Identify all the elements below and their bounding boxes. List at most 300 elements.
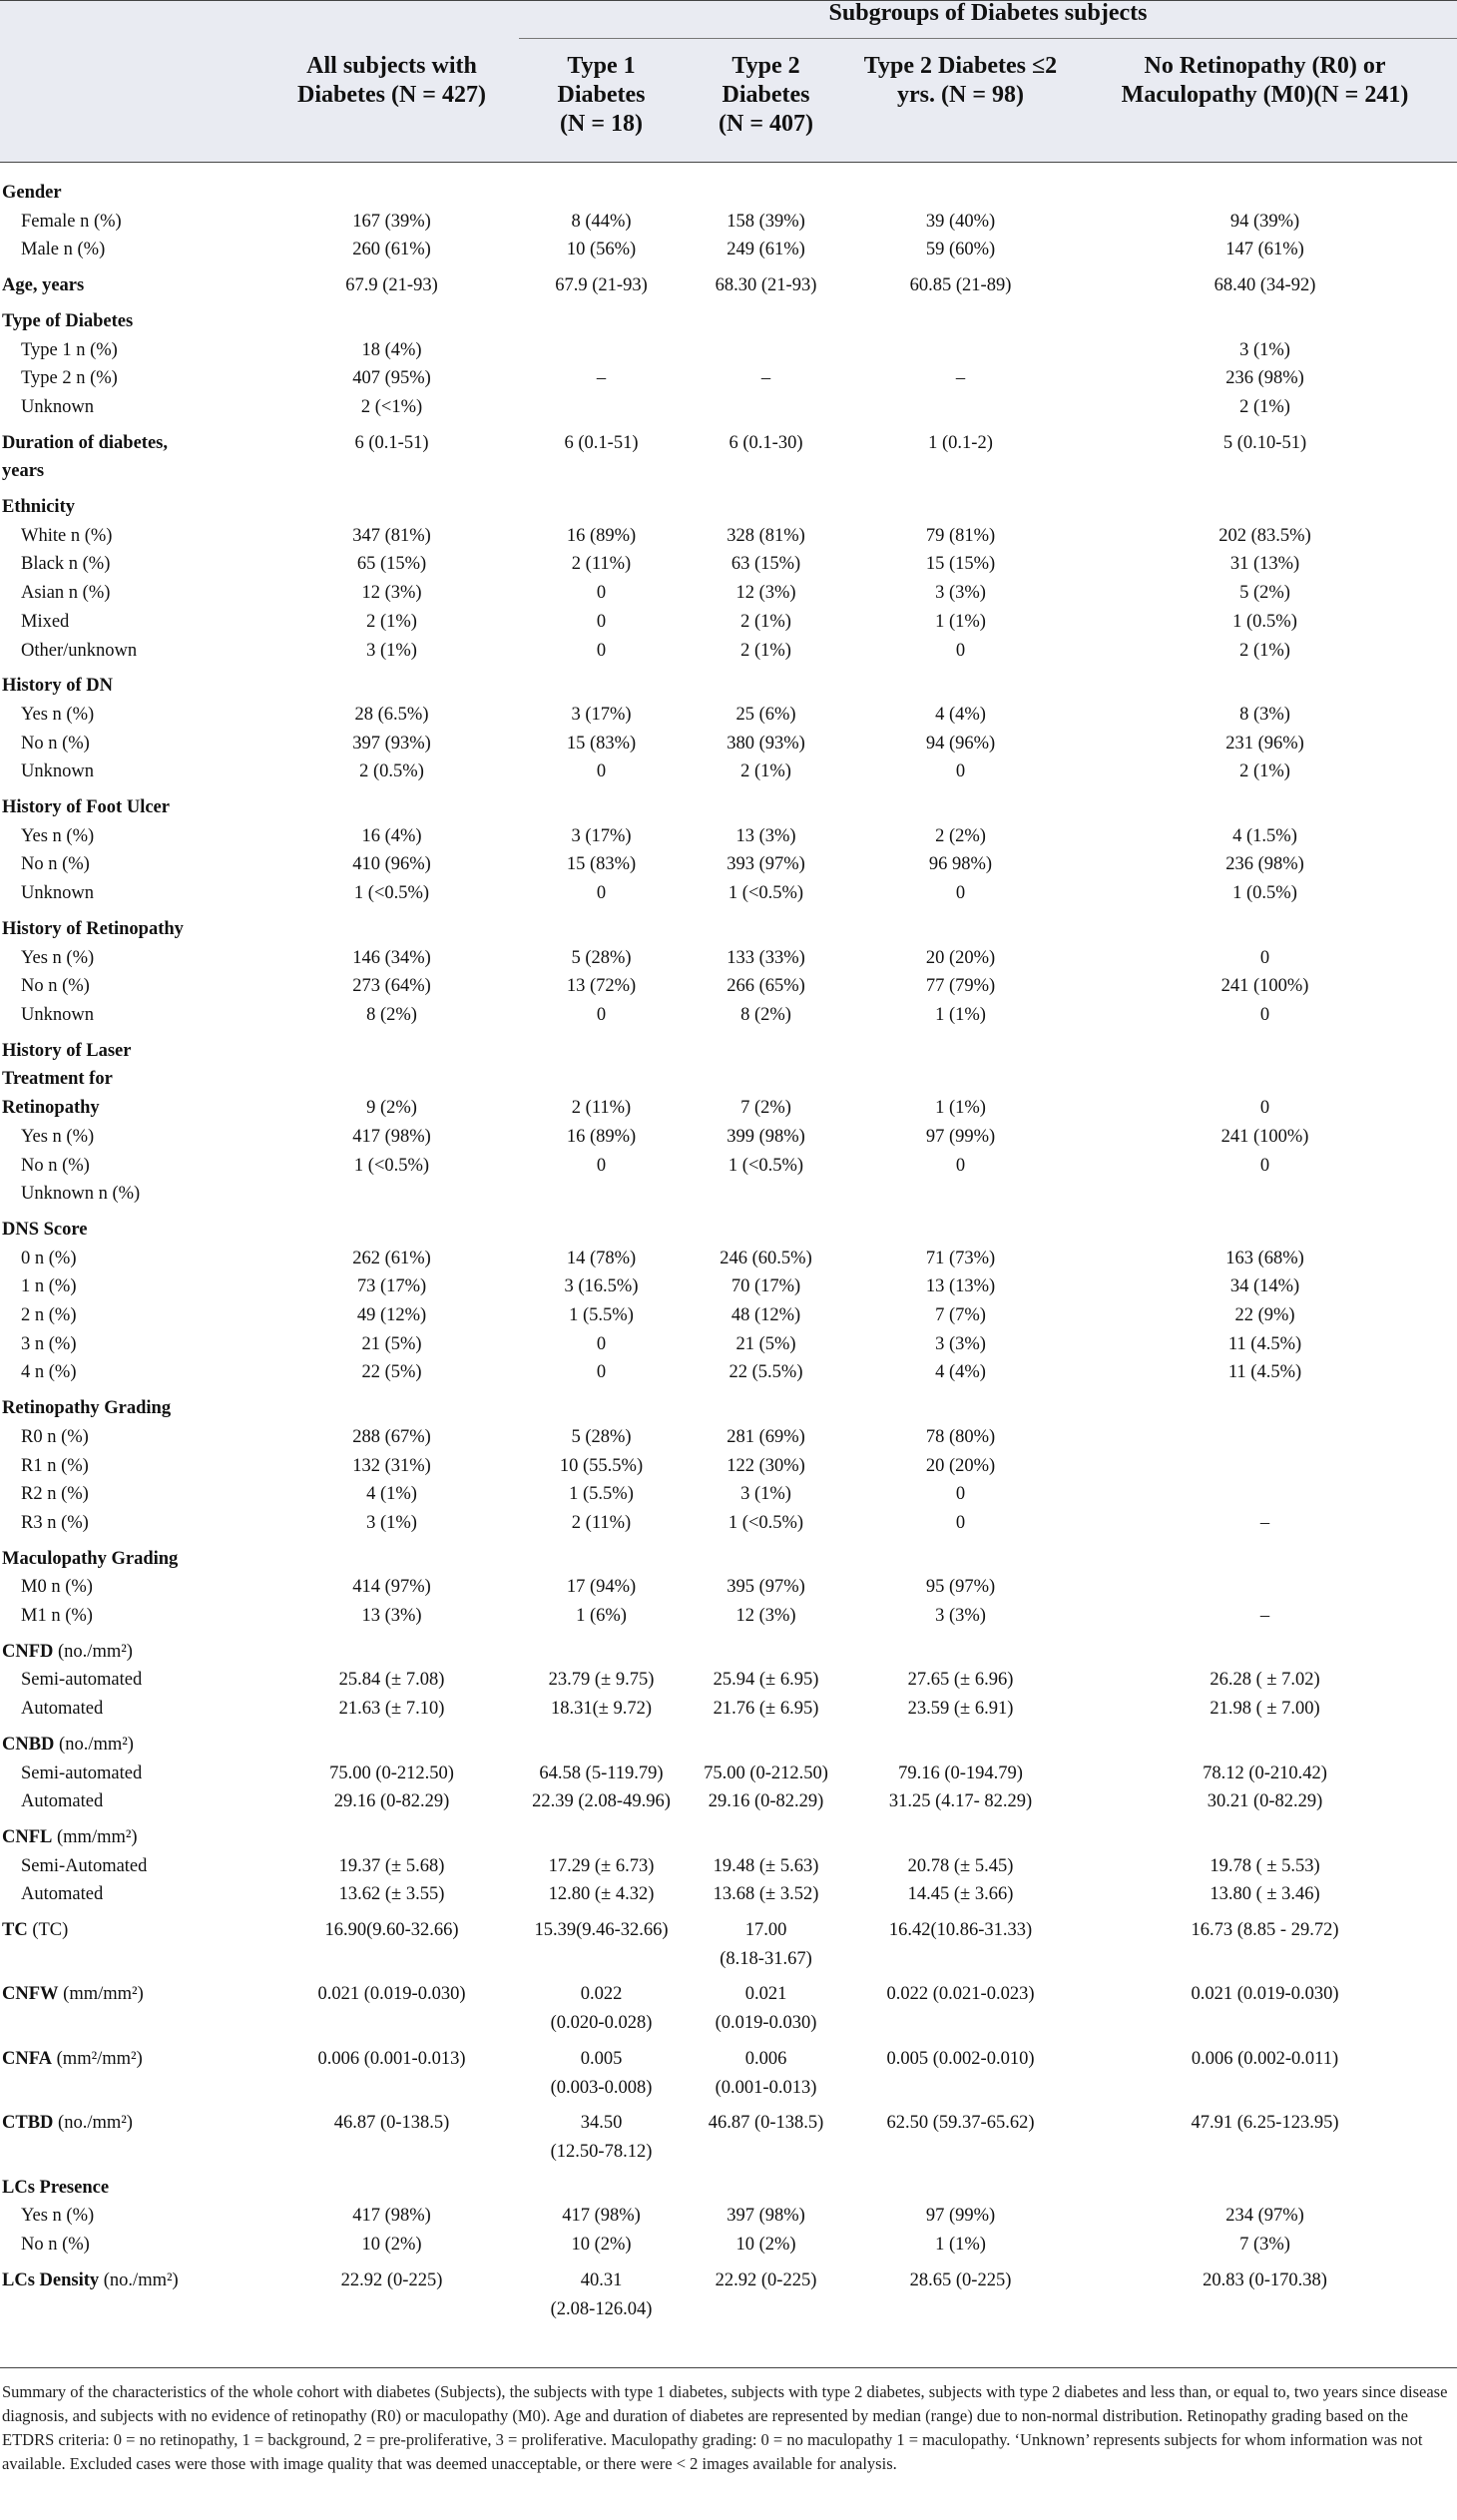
characteristics-table bbox=[0, 172, 1457, 2323]
table-cell: 63 (15%) bbox=[730, 554, 801, 575]
table-cell: 9 (2%) bbox=[366, 1098, 417, 1119]
table-bottom-rule bbox=[0, 2367, 1457, 2368]
table-cell: 4 (1%) bbox=[366, 1484, 417, 1505]
col-header-type1 bbox=[519, 52, 684, 139]
table-cell: 0.022 (0.021-0.023) bbox=[886, 1984, 1035, 2005]
row-label: History of DN bbox=[2, 676, 113, 697]
table-cell bbox=[684, 393, 848, 422]
table-cell: 78.12 (0-210.42) bbox=[1203, 1763, 1327, 1783]
table-cell bbox=[264, 1816, 519, 1852]
table-cell bbox=[848, 486, 1073, 522]
row-label: 1 n (%) bbox=[21, 1276, 77, 1297]
table-row bbox=[0, 1480, 1457, 1509]
col-header-line: Maculopathy (M0)(N = 241) bbox=[1121, 82, 1409, 108]
table-cell: 8 (44%) bbox=[571, 211, 632, 232]
table-row bbox=[0, 1001, 1457, 1030]
table-row bbox=[0, 1180, 1457, 1209]
table-cell: 16.73 (8.85 - 29.72) bbox=[1191, 1920, 1339, 1941]
table-cell bbox=[1073, 1387, 1457, 1423]
table-cell: 7 (2%) bbox=[740, 1098, 791, 1119]
table-row bbox=[0, 457, 1457, 486]
row-label: No n (%) bbox=[21, 2235, 90, 2256]
table-cell bbox=[1073, 908, 1457, 944]
table-cell bbox=[1073, 1945, 1457, 1974]
table-cell bbox=[519, 1180, 684, 1209]
table-cell bbox=[1073, 1423, 1457, 1452]
table-cell: 68.40 (34-92) bbox=[1214, 275, 1316, 296]
table-cell: (0.003-0.008) bbox=[550, 2077, 653, 2098]
table-cell: 75.00 (0-212.50) bbox=[329, 1763, 454, 1783]
table-cell: 0 bbox=[955, 1512, 966, 1533]
table-row bbox=[0, 822, 1457, 851]
row-label: Ethnicity bbox=[2, 497, 75, 518]
row-label bbox=[0, 1631, 264, 1667]
table-cell: 17.29 (± 6.73) bbox=[548, 1855, 655, 1876]
row-label bbox=[0, 2260, 264, 2295]
table-cell: 17.00 bbox=[744, 1920, 787, 1941]
table-cell bbox=[1073, 300, 1457, 336]
table-cell: 0.006 (0.001-0.013) bbox=[317, 2048, 466, 2069]
table-cell bbox=[848, 1065, 1073, 1094]
table-cell bbox=[848, 1538, 1073, 1574]
row-label bbox=[0, 2038, 264, 2074]
table-cell: 3 (17%) bbox=[571, 704, 632, 725]
table-cell: 395 (97%) bbox=[727, 1577, 805, 1598]
table-cell bbox=[684, 2295, 848, 2324]
table-cell: 12 (3%) bbox=[361, 583, 422, 604]
table-cell: 16.42(10.86-31.33) bbox=[888, 1920, 1033, 1941]
row-label: History of Retinopathy bbox=[2, 918, 184, 939]
table-cell bbox=[684, 336, 848, 365]
table-cell: 25.94 (± 6.95) bbox=[713, 1670, 819, 1691]
table-cell: 380 (93%) bbox=[727, 733, 805, 754]
table-row bbox=[0, 1209, 1457, 1245]
table-cell bbox=[1073, 1538, 1457, 1574]
table-cell bbox=[684, 1387, 848, 1423]
row-label: Automated bbox=[21, 1791, 104, 1812]
table-row bbox=[0, 1760, 1457, 1788]
table-cell: 67.9 (21-93) bbox=[345, 275, 438, 296]
table-cell: 77 (79%) bbox=[925, 976, 996, 997]
table-cell: (0.001-0.013) bbox=[715, 2077, 817, 2098]
table-cell: 94 (96%) bbox=[925, 733, 996, 754]
table-cell bbox=[684, 457, 848, 486]
table-row bbox=[0, 1423, 1457, 1452]
table-cell: 25.84 (± 7.08) bbox=[338, 1670, 445, 1691]
table-cell: 1 (6%) bbox=[576, 1606, 627, 1627]
table-cell: 5 (28%) bbox=[571, 1426, 632, 1447]
row-label: M1 n (%) bbox=[21, 1606, 93, 1627]
table-cell bbox=[519, 1816, 684, 1852]
table-row bbox=[0, 1358, 1457, 1387]
table-row bbox=[0, 1880, 1457, 1909]
table-cell: 13.62 (± 3.55) bbox=[338, 1884, 445, 1905]
table-cell: 3 (1%) bbox=[366, 640, 417, 661]
table-cell: 1 (<0.5%) bbox=[728, 883, 804, 904]
table-cell: 1 (5.5%) bbox=[569, 1484, 634, 1505]
table-row bbox=[0, 393, 1457, 422]
table-row bbox=[0, 1973, 1457, 2009]
table-cell: 0.021 bbox=[744, 1984, 787, 2005]
row-label: Female n (%) bbox=[21, 211, 122, 232]
table-cell: 13.68 (± 3.52) bbox=[713, 1884, 819, 1905]
table-cell: 1 (0.5%) bbox=[1232, 611, 1297, 632]
table-cell bbox=[848, 172, 1073, 208]
table-cell: 281 (69%) bbox=[727, 1426, 805, 1447]
table-cell: 8 (2%) bbox=[366, 1004, 417, 1025]
table-cell bbox=[848, 1030, 1073, 1066]
table-cell: 0 bbox=[1259, 947, 1270, 968]
table-cell: 3 (1%) bbox=[740, 1484, 791, 1505]
table-cell: 64.58 (5-119.79) bbox=[539, 1763, 664, 1783]
table-cell bbox=[264, 786, 519, 822]
table-cell: 20 (20%) bbox=[925, 1455, 996, 1476]
table-row bbox=[0, 1330, 1457, 1359]
table-cell: 2 (1%) bbox=[1239, 396, 1290, 417]
table-cell: 34 (14%) bbox=[1229, 1276, 1300, 1297]
table-cell: 28.65 (0-225) bbox=[909, 2269, 1012, 2290]
table-cell: 3 (1%) bbox=[366, 1512, 417, 1533]
table-cell: 414 (97%) bbox=[352, 1577, 431, 1598]
table-cell: 0 bbox=[1259, 1004, 1270, 1025]
table-cell bbox=[684, 300, 848, 336]
table-cell: 0 bbox=[596, 640, 607, 661]
table-cell bbox=[264, 665, 519, 701]
row-label-name: CNBD bbox=[2, 1734, 55, 1755]
table-cell bbox=[848, 2167, 1073, 2203]
table-cell: 94 (39%) bbox=[1229, 211, 1300, 232]
table-cell: 96 98%) bbox=[928, 854, 993, 875]
table-cell bbox=[684, 2138, 848, 2167]
table-cell: 27.65 (± 6.96) bbox=[907, 1670, 1014, 1691]
table-cell: 3 (3%) bbox=[935, 1606, 986, 1627]
row-label: Semi-automated bbox=[21, 1763, 143, 1783]
table-cell bbox=[519, 486, 684, 522]
table-cell: 236 (98%) bbox=[1225, 368, 1304, 389]
row-label: R0 n (%) bbox=[21, 1426, 89, 1447]
table-cell: 25 (6%) bbox=[735, 704, 796, 725]
table-row bbox=[0, 1272, 1457, 1301]
table-row bbox=[0, 236, 1457, 264]
table-cell: 4 (4%) bbox=[935, 704, 986, 725]
table-cell: 3 (1%) bbox=[1239, 339, 1290, 360]
table-row bbox=[0, 701, 1457, 730]
row-label: Black n (%) bbox=[21, 554, 111, 575]
table-cell bbox=[519, 1030, 684, 1066]
table-row bbox=[0, 579, 1457, 608]
table-row bbox=[0, 1631, 1457, 1667]
table-cell: 18 (4%) bbox=[361, 339, 422, 360]
table-row bbox=[0, 1452, 1457, 1481]
table-row bbox=[0, 2167, 1457, 2203]
table-cell: 10 (55.5%) bbox=[559, 1455, 644, 1476]
table-cell bbox=[264, 1945, 519, 1974]
table-cell: 410 (96%) bbox=[352, 854, 431, 875]
table-cell: 2 (1%) bbox=[740, 611, 791, 632]
table-cell: 59 (60%) bbox=[925, 240, 996, 260]
table-row bbox=[0, 908, 1457, 944]
row-label: History of Laser bbox=[2, 1040, 132, 1061]
table-cell: 21.63 (± 7.10) bbox=[338, 1699, 445, 1720]
table-cell: 133 (33%) bbox=[727, 947, 805, 968]
table-row bbox=[0, 1852, 1457, 1881]
table-cell: 15 (15%) bbox=[925, 554, 996, 575]
row-label-unit: (TC) bbox=[32, 1920, 69, 1941]
table-cell: 16 (4%) bbox=[361, 825, 422, 846]
table-cell: 0.005 bbox=[580, 2048, 623, 2069]
row-label: Yes n (%) bbox=[21, 947, 95, 968]
table-cell: 13 (13%) bbox=[925, 1276, 996, 1297]
table-row bbox=[0, 665, 1457, 701]
table-cell: 246 (60.5%) bbox=[720, 1248, 812, 1268]
table-cell bbox=[684, 2167, 848, 2203]
table-cell: 2 (1%) bbox=[740, 640, 791, 661]
table-cell: 0.021 (0.019-0.030) bbox=[1191, 1984, 1339, 2005]
col-header-line: All subjects with bbox=[306, 53, 477, 79]
table-cell: 31 (13%) bbox=[1229, 554, 1300, 575]
table-row bbox=[0, 264, 1457, 300]
table-cell bbox=[684, 486, 848, 522]
table-cell bbox=[519, 786, 684, 822]
table-cell bbox=[264, 2138, 519, 2167]
table-row bbox=[0, 637, 1457, 666]
table-row bbox=[0, 1816, 1457, 1852]
table-cell bbox=[848, 300, 1073, 336]
table-cell bbox=[1073, 1452, 1457, 1481]
table-cell bbox=[1073, 1480, 1457, 1509]
table-cell bbox=[848, 1816, 1073, 1852]
table-cell bbox=[264, 1631, 519, 1667]
table-cell: 0 bbox=[596, 761, 607, 782]
table-cell bbox=[519, 457, 684, 486]
table-row bbox=[0, 1245, 1457, 1273]
table-cell bbox=[264, 1180, 519, 1209]
table-row bbox=[0, 1152, 1457, 1181]
table-cell: 3 (3%) bbox=[935, 1333, 986, 1354]
row-label: Maculopathy Grading bbox=[2, 1548, 179, 1569]
table-row bbox=[0, 757, 1457, 786]
table-cell: 347 (81%) bbox=[352, 525, 431, 546]
table-cell: 167 (39%) bbox=[352, 211, 431, 232]
table-cell bbox=[848, 336, 1073, 365]
table-cell: 23.79 (± 9.75) bbox=[548, 1670, 655, 1691]
table-cell: 11 (4.5%) bbox=[1227, 1333, 1302, 1354]
table-row bbox=[0, 1065, 1457, 1094]
table-cell: 147 (61%) bbox=[1225, 240, 1304, 260]
table-cell: 249 (61%) bbox=[727, 240, 805, 260]
row-label-unit: (no./mm²) bbox=[58, 1641, 133, 1662]
table-cell bbox=[264, 1724, 519, 1760]
row-label: R2 n (%) bbox=[21, 1484, 89, 1505]
row-label: Automated bbox=[21, 1884, 104, 1905]
row-label-unit: (no./mm²) bbox=[58, 2113, 133, 2134]
table-cell bbox=[684, 1724, 848, 1760]
row-label: Unknown n (%) bbox=[21, 1184, 141, 1205]
table-cell bbox=[1073, 1631, 1457, 1667]
table-cell: 417 (98%) bbox=[562, 2206, 641, 2227]
table-cell bbox=[684, 1065, 848, 1094]
table-cell: 132 (31%) bbox=[352, 1455, 431, 1476]
table-cell bbox=[1073, 2074, 1457, 2103]
table-cell: 234 (97%) bbox=[1225, 2206, 1304, 2227]
table-cell: – bbox=[1259, 1512, 1270, 1533]
table-cell bbox=[519, 393, 684, 422]
row-label: Unknown bbox=[21, 761, 94, 782]
table-cell: 13 (72%) bbox=[566, 976, 637, 997]
table-cell: 78 (80%) bbox=[925, 1426, 996, 1447]
row-label-name: CNFL bbox=[2, 1826, 53, 1847]
table-cell: 2 (<1%) bbox=[360, 396, 423, 417]
row-label: Unknown bbox=[21, 883, 94, 904]
table-cell bbox=[684, 1180, 848, 1209]
table-body bbox=[0, 172, 1457, 2323]
row-label-unit: (mm²/mm²) bbox=[56, 2048, 143, 2069]
table-cell bbox=[848, 1945, 1073, 1974]
col-header-line: (N = 407) bbox=[719, 111, 813, 137]
table-cell bbox=[264, 2009, 519, 2038]
table-cell bbox=[1073, 665, 1457, 701]
table-cell: 29.16 (0-82.29) bbox=[333, 1791, 450, 1812]
table-cell: 13.80 ( ± 3.46) bbox=[1210, 1884, 1320, 1905]
table-row bbox=[0, 2138, 1457, 2167]
table-cell bbox=[519, 300, 684, 336]
table-cell bbox=[264, 486, 519, 522]
table-cell: 417 (98%) bbox=[352, 2206, 431, 2227]
table-cell: 241 (100%) bbox=[1220, 976, 1309, 997]
table-cell: 49 (12%) bbox=[356, 1305, 427, 1326]
table-cell: 14 (78%) bbox=[566, 1248, 637, 1268]
row-label: No n (%) bbox=[21, 854, 90, 875]
row-label: Semi-automated bbox=[21, 1670, 143, 1691]
table-cell: 68.30 (21-93) bbox=[715, 275, 817, 296]
table-cell: 202 (83.5%) bbox=[1218, 525, 1311, 546]
table-row bbox=[0, 1538, 1457, 1574]
table-cell: 47.91 (6.25-123.95) bbox=[1191, 2113, 1339, 2134]
table-cell: 21 (5%) bbox=[361, 1333, 422, 1354]
table-row bbox=[0, 786, 1457, 822]
table-cell: 3 (16.5%) bbox=[564, 1276, 639, 1297]
table-cell: 241 (100%) bbox=[1220, 1126, 1309, 1147]
table-cell bbox=[684, 908, 848, 944]
table-cell: 158 (39%) bbox=[727, 211, 805, 232]
table-cell: 2 (2%) bbox=[935, 825, 986, 846]
table-cell: 70 (17%) bbox=[730, 1276, 801, 1297]
subgroup-rule bbox=[519, 38, 1457, 39]
table-cell bbox=[848, 2138, 1073, 2167]
table-cell: 14.45 (± 3.66) bbox=[907, 1884, 1014, 1905]
col-header-type2 bbox=[684, 52, 848, 139]
col-header-line: Diabetes (N = 427) bbox=[297, 82, 486, 108]
row-label: Gender bbox=[2, 183, 62, 203]
table-cell bbox=[519, 1387, 684, 1423]
subgroup-header: Subgroups of Diabetes subjects bbox=[828, 0, 1148, 26]
table-cell: 0 bbox=[596, 1004, 607, 1025]
table-cell bbox=[519, 1631, 684, 1667]
table-cell bbox=[264, 1030, 519, 1066]
table-cell: 397 (93%) bbox=[352, 733, 431, 754]
table-cell: – bbox=[596, 368, 607, 389]
table-cell: 65 (15%) bbox=[356, 554, 427, 575]
col-header-line: Diabetes bbox=[557, 82, 646, 108]
row-label: Yes n (%) bbox=[21, 1126, 95, 1147]
table-cell: 0 bbox=[955, 1155, 966, 1176]
table-cell bbox=[848, 2009, 1073, 2038]
table-cell: 18.31(± 9.72) bbox=[550, 1699, 653, 1720]
table-cell: 6 (0.1-30) bbox=[728, 432, 803, 453]
table-row bbox=[0, 1387, 1457, 1423]
table-cell bbox=[1073, 1065, 1457, 1094]
table-cell: 2 (11%) bbox=[571, 1098, 632, 1119]
table-cell: 7 (7%) bbox=[935, 1305, 986, 1326]
table-cell: (2.08-126.04) bbox=[550, 2298, 653, 2319]
table-cell bbox=[519, 2167, 684, 2203]
table-cell: 0 bbox=[596, 1333, 607, 1354]
row-label: Age, years bbox=[2, 275, 85, 296]
row-label-unit: (no./mm²) bbox=[59, 1734, 134, 1755]
table-cell bbox=[1073, 2138, 1457, 2167]
row-label: LCs Presence bbox=[2, 2177, 110, 2198]
table-cell bbox=[848, 1209, 1073, 1245]
table-cell bbox=[1073, 2009, 1457, 2038]
table-cell bbox=[264, 300, 519, 336]
col-header-line: Type 2 bbox=[731, 53, 800, 79]
row-label: years bbox=[2, 461, 45, 482]
table-cell bbox=[684, 1631, 848, 1667]
table-cell: 5 (2%) bbox=[1239, 583, 1290, 604]
table-cell: 71 (73%) bbox=[925, 1248, 996, 1268]
table-row bbox=[0, 1301, 1457, 1330]
header-bottom-rule bbox=[0, 162, 1457, 163]
table-cell: 3 (17%) bbox=[571, 825, 632, 846]
table-cell bbox=[848, 1180, 1073, 1209]
table-cell: 46.87 (0-138.5) bbox=[708, 2113, 824, 2134]
table-cell: 6 (0.1-51) bbox=[354, 432, 429, 453]
table-cell: 1 (1%) bbox=[935, 1098, 986, 1119]
table-cell bbox=[848, 1631, 1073, 1667]
table-cell bbox=[264, 2074, 519, 2103]
row-label: No n (%) bbox=[21, 733, 90, 754]
row-label-name: CNFD bbox=[2, 1641, 54, 1662]
table-cell: 6 (0.1-51) bbox=[564, 432, 639, 453]
table-cell: 31.25 (4.17- 82.29) bbox=[888, 1791, 1033, 1812]
table-row bbox=[0, 1787, 1457, 1816]
row-label: Retinopathy bbox=[2, 1098, 100, 1119]
table-cell bbox=[519, 1538, 684, 1574]
table-cell bbox=[1073, 457, 1457, 486]
row-label: Male n (%) bbox=[21, 240, 106, 260]
row-label: Retinopathy Grading bbox=[2, 1398, 172, 1419]
table-cell: – bbox=[760, 368, 771, 389]
table-cell: 21.76 (± 6.95) bbox=[713, 1699, 819, 1720]
row-label: Type 1 n (%) bbox=[21, 339, 118, 360]
table-cell: 1 (<0.5%) bbox=[353, 883, 430, 904]
row-label bbox=[0, 1909, 264, 1945]
table-row bbox=[0, 1945, 1457, 1974]
row-label: DNS Score bbox=[2, 1219, 88, 1240]
table-cell bbox=[684, 786, 848, 822]
table-cell bbox=[848, 2295, 1073, 2324]
table-row bbox=[0, 972, 1457, 1001]
table-cell bbox=[848, 457, 1073, 486]
table-cell: 19.78 ( ± 5.53) bbox=[1210, 1855, 1320, 1876]
table-row bbox=[0, 1573, 1457, 1602]
table-cell: 1 (<0.5%) bbox=[728, 1512, 804, 1533]
row-label bbox=[0, 2138, 264, 2167]
table-cell bbox=[264, 1065, 519, 1094]
table-cell: 15 (83%) bbox=[566, 733, 637, 754]
table-cell: 0 bbox=[596, 1362, 607, 1383]
table-cell: 13 (3%) bbox=[735, 825, 796, 846]
